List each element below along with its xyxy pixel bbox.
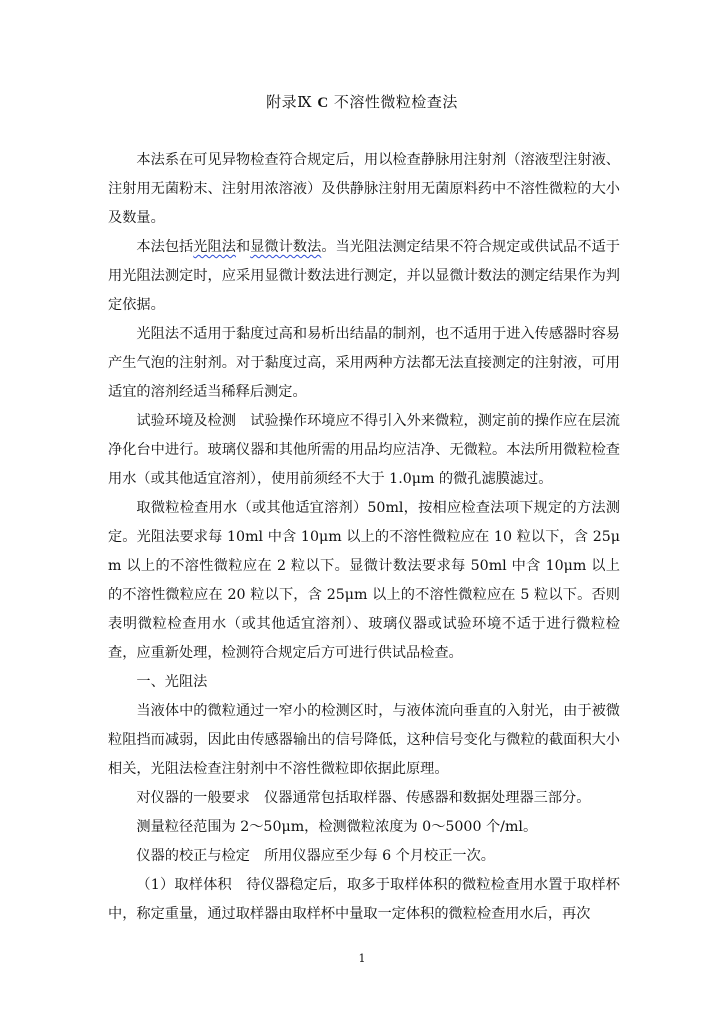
paragraph-limitations: 光阻法不适用于黏度过高和易析出结晶的制剂，也不适用于进入传感器时容易产生气泡的注射剂。对于黏度过高，采用两种方法都无法直接测定的注射液，可用适宜的溶剂经适当稀释后测定。 (108, 326, 620, 400)
paragraph-methods-text-c: 。当光阻法测定结果不符合规定或供试品不适于用光阻法测定时，应采用显微计数法进行测定，并以显微计数法的测定结果作为判定依据。 (108, 239, 620, 313)
spellcheck-underline-light-obscuration: 光阻法 (193, 239, 236, 255)
paragraph-principle: 当液体中的微粒通过一窄小的检测区时，与液体流向垂直的入射光，由于被微粒阻挡而减弱，因此由传感器输出的信号降低，这种信号变化与微粒的截面积大小相关，光阻法检查注射剂中不溶性微粒即依据此原理。 (108, 703, 620, 777)
title-text: 不溶性微粒检查法 (328, 93, 458, 111)
document-body (108, 146, 620, 929)
page-number: 1 (358, 952, 366, 965)
section-heading-light-obscuration: 一、光阻法 (136, 674, 208, 690)
paragraph-methods-text-b: 和 (235, 239, 251, 255)
paragraph-environment: 试验环境及检测 试验操作环境应不得引入外来微粒，测定前的操作应在层流净化台中进行。玻璃仪器和其他所需的用品均应洁净、无微粒。本法所用微粒检查用水（或其他适宜溶剂），使用前须经不大于 1.0μm 的微孔滤膜滤过。 (108, 413, 620, 487)
spellcheck-underline-microscopic-count: 显微计数法 (250, 239, 322, 255)
paragraph-sample-volume: （1）取样体积 待仪器稳定后，取多于取样体积的微粒检查用水置于取样杯中，称定重量，通过取样器由取样杯中量取一定体积的微粒检查用水后，再次 (108, 877, 620, 922)
page-title (0, 92, 724, 113)
paragraph-blank-test: 取微粒检查用水（或其他适宜溶剂）50ml，按相应检查法项下规定的方法测定。光阻法要求每 10ml 中含 10μm 以上的不溶性微粒应在 10 粒以下，含 25μm 以上的不溶性微粒应在 2 粒以下。显微计数法要求每 50ml 中含 10μm 以上的不溶性微粒应在 20 粒以下，含 25μm 以上的不溶性微粒应在 5 粒以下。否则表明微粒检查用水（或其他适宜溶剂）、玻璃仪器或试验环境不适于进行微粒检查，应重新处理，检测符合规定后方可进行供试品检查。 (108, 500, 620, 661)
paragraph-scope: 本法系在可见异物检查符合规定后，用以检查静脉用注射剂（溶液型注射液、注射用无菌粉末、注射用浓溶液）及供静脉注射用无菌原料药中不溶性微粒的大小及数量。 (108, 152, 620, 226)
title-prefix: 附录Ⅸ (266, 93, 318, 111)
paragraph-methods-text-a: 本法包括 (136, 239, 194, 255)
paragraph-instrument-requirements: 对仪器的一般要求 仪器通常包括取样器、传感器和数据处理器三部分。 (136, 790, 591, 806)
title-code: C (317, 95, 329, 111)
paragraph-calibration: 仪器的校正与检定 所用仪器应至少每 6 个月校正一次。 (136, 848, 495, 864)
paragraph-methods (108, 233, 620, 320)
paragraph-measurement-range: 测量粒径范围为 2～50μm，检测微粒浓度为 0～5000 个/ml。 (136, 819, 538, 835)
